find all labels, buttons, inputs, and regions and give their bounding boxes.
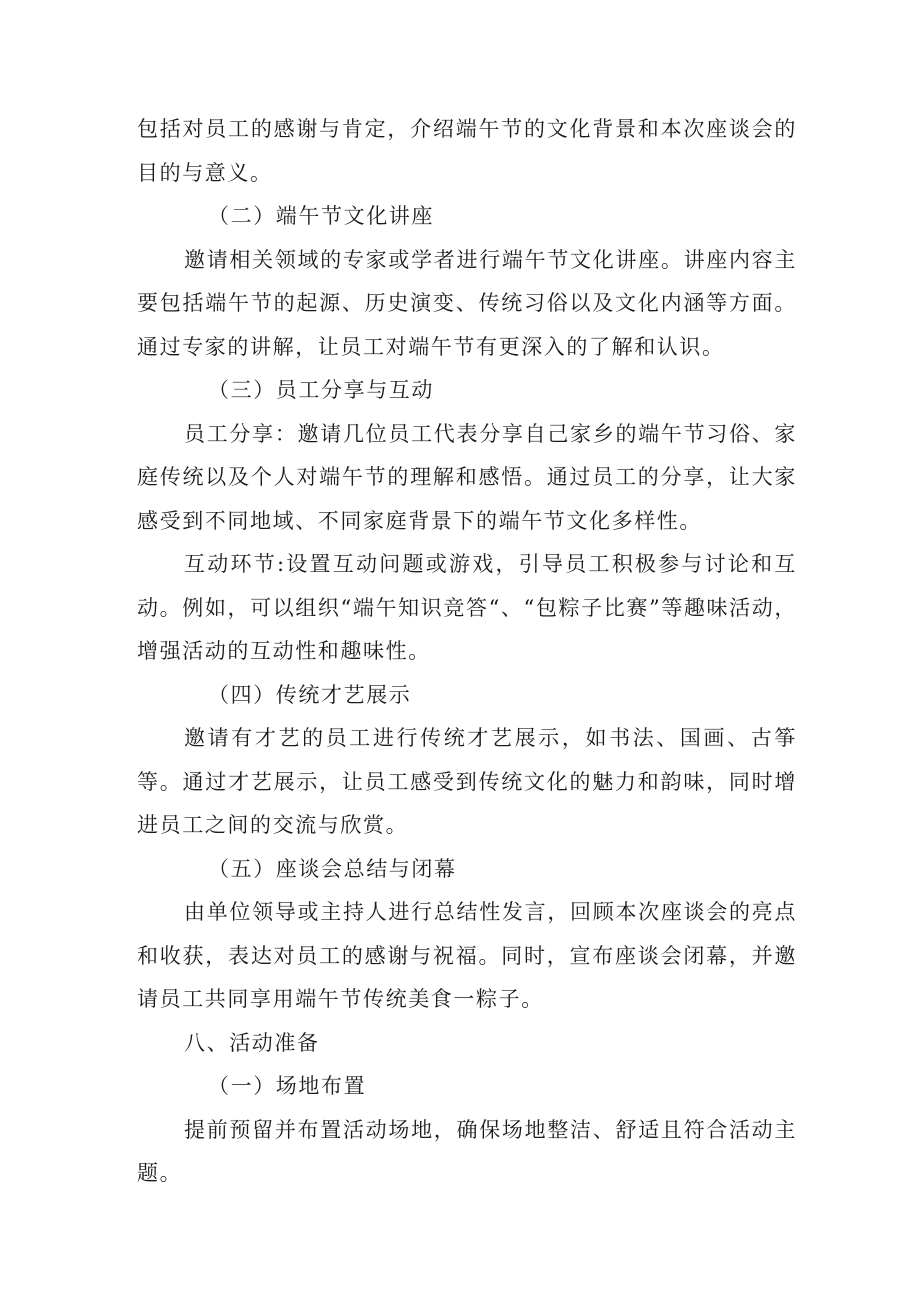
paragraph-talent-show: 邀请有才艺的员工进行传统才艺展示，如书法、国画、古筝等。通过才艺展示，让员工感受到传统文化的魅力和韵味，同时增进员工之间的交流与欣赏。: [137, 726, 797, 837]
paragraph-closing: 由单位领导或主持人进行总结性发言，回顾本次座谈会的亮点和收获，表达对员工的感谢与祝福。同时，宣布座谈会闭幕，并邀请员工共同享用端午节传统美食一粽子。: [137, 900, 797, 1011]
paragraph-employee-sharing: 员工分享：邀请几位员工代表分享自己家乡的端午节习俗、家庭传统以及个人对端午节的理解和感悟。通过员工的分享，让大家感受到不同地域、不同家庭背景下的端午节文化多样性。: [137, 421, 797, 533]
section-heading-talent-show: （四）传统才艺展示: [208, 682, 412, 707]
section-heading-closing: （五）座谈会总结与闭幕: [208, 856, 457, 881]
section-heading-sharing: （三）员工分享与互动: [208, 378, 434, 402]
document-body: [137, 108, 797, 1196]
section-heading-venue: （一）场地布置: [208, 1074, 367, 1098]
chapter-heading-preparation: 八、活动准备: [184, 1030, 320, 1055]
section-heading-lecture: （二）端午节文化讲座: [208, 204, 434, 228]
paragraph-intro-continuation: 包括对员工的感谢与肯定，介绍端午节的文化背景和本次座谈会的目的与意义。: [137, 117, 797, 185]
paragraph-lecture: 邀请相关领域的专家或学者进行端午节文化讲座。讲座内容主要包括端午节的起源、历史演变、传统习俗以及文化内涵等方面。通过专家的讲解，让员工对端午节有更深入的了解和认识。: [137, 247, 797, 359]
paragraph-interaction: 互动环节:设置互动问题或游戏，引导员工积极参与讨论和互动。例如，可以组织“端午知识竞答“、“包粽子比赛”等趣味活动，增强活动的互动性和趣味性。: [137, 552, 797, 663]
paragraph-venue: 提前预留并布置活动场地，确保场地整洁、舒适且符合活动主题。: [137, 1117, 797, 1185]
